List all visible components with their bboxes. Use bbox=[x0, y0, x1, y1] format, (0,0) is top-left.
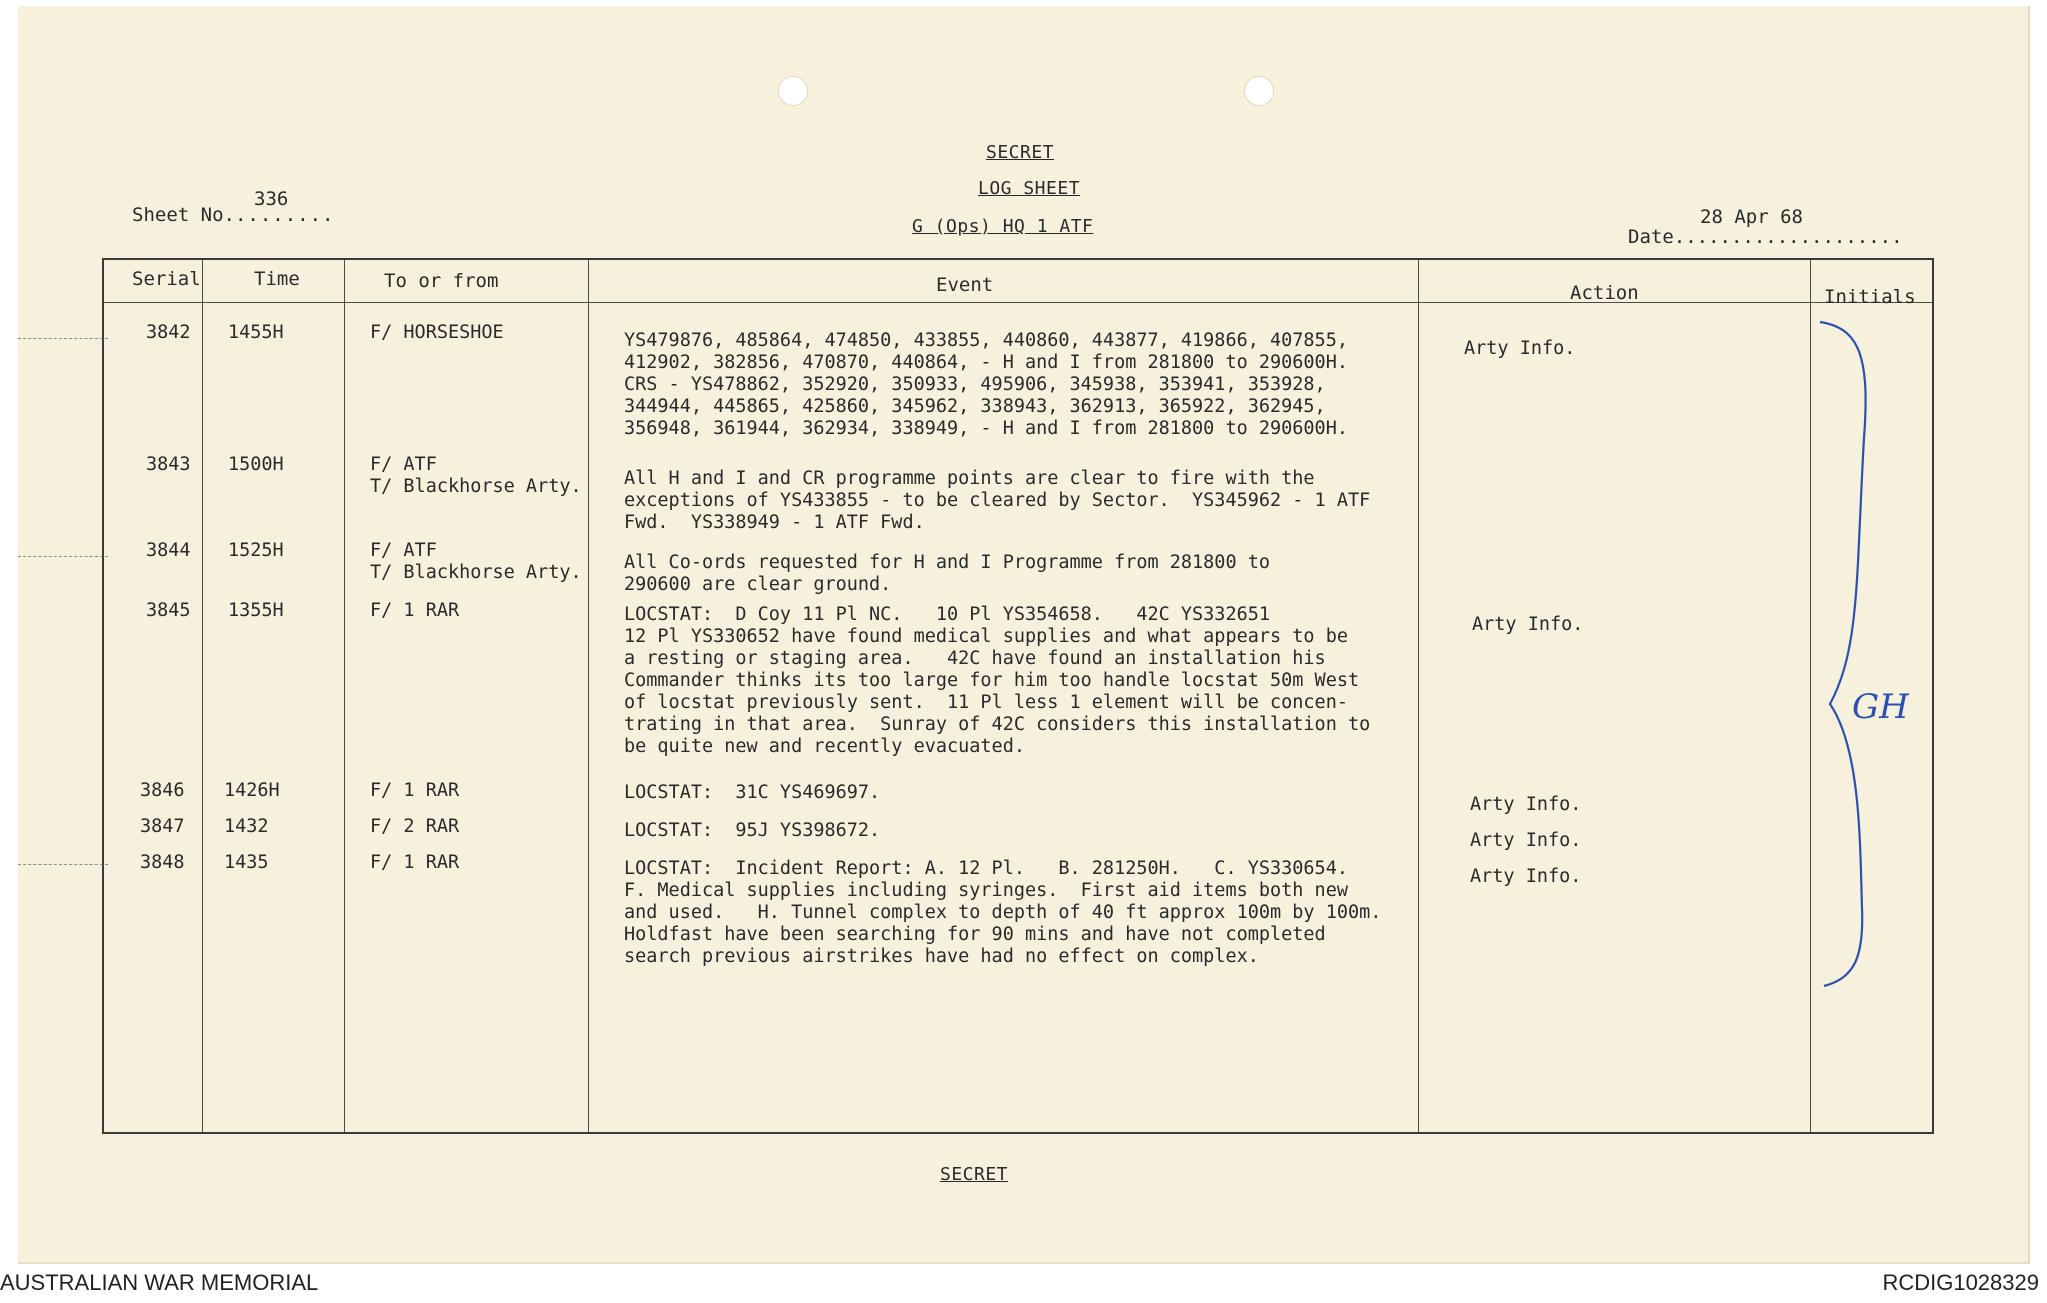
unit-title: G (Ops) HQ 1 ATF bbox=[912, 216, 1094, 237]
entry-serial: 3847 bbox=[140, 816, 185, 837]
entry-time: 1432 bbox=[224, 816, 269, 837]
entry-event: All Co-ords requested for H and I Programme from 281800 to 290600 are clear ground. bbox=[624, 552, 1271, 595]
log-table bbox=[102, 258, 1934, 1134]
col-header-serial: Serial bbox=[132, 268, 201, 290]
classification-bottom: SECRET bbox=[940, 1164, 1009, 1185]
initials-signature: GH bbox=[1852, 687, 1909, 727]
entry-serial: 3848 bbox=[140, 852, 185, 873]
entry-serial: 3845 bbox=[146, 600, 191, 621]
entry-to-from: F/ 1 RAR bbox=[370, 852, 460, 873]
col-header-initials: Initials bbox=[1824, 286, 1916, 308]
entry-serial: 3842 bbox=[146, 322, 191, 343]
entry-action: Arty Info. bbox=[1470, 794, 1582, 815]
classification-top: SECRET bbox=[986, 142, 1055, 163]
entry-action: Arty Info. bbox=[1470, 830, 1582, 851]
column-divider bbox=[202, 260, 203, 1132]
entry-event: LOCSTAT: Incident Report: A. 12 Pl. B. 281250H. C. YS330654. F. Medical supplies including syringes. First aid items both new and used. H. Tunnel complex to depth of 40 ft approx 100m by 100m. Holdfast have been searching for 90 mins and have not completed search previous airstrikes have had no effect on complex. bbox=[624, 858, 1382, 967]
entry-action: Arty Info. bbox=[1464, 338, 1576, 359]
entry-time: 1525H bbox=[228, 540, 284, 561]
archive-credit: AUSTRALIAN WAR MEMORIAL bbox=[0, 1270, 319, 1295]
sheet-number-label bbox=[132, 204, 334, 226]
initials-brace-mark bbox=[1800, 318, 1940, 998]
margin-tick bbox=[18, 556, 108, 558]
col-header-to-from: To or from bbox=[384, 270, 499, 292]
date-label: Date. bbox=[1628, 226, 1686, 248]
doc-type-title: LOG SHEET bbox=[978, 178, 1081, 199]
column-divider bbox=[344, 260, 345, 1132]
entry-event: LOCSTAT: 31C YS469697. bbox=[624, 782, 881, 803]
margin-tick bbox=[18, 338, 108, 340]
punch-hole bbox=[778, 76, 808, 106]
entry-serial: 3843 bbox=[146, 454, 191, 475]
entry-time: 1435 bbox=[224, 852, 269, 873]
column-divider bbox=[588, 260, 589, 1132]
header-divider bbox=[104, 302, 1932, 303]
entry-event: LOCSTAT: 95J YS398672. bbox=[624, 820, 881, 841]
punch-hole bbox=[1244, 76, 1274, 106]
col-header-action: Action bbox=[1570, 282, 1639, 304]
margin-tick bbox=[18, 864, 108, 866]
sheet-number-value: 336 bbox=[254, 188, 289, 210]
col-header-event: Event bbox=[936, 274, 994, 296]
entry-event: All H and I and CR programme points are clear to fire with the exceptions of YS433855 - to be cleared by Sector. YS345962 - 1 ATF Fwd. YS338949 - 1 ATF Fwd. bbox=[624, 468, 1371, 533]
entry-time: 1355H bbox=[228, 600, 284, 621]
entry-to-from: F/ ATF T/ Blackhorse Arty. bbox=[370, 454, 582, 497]
entry-serial: 3846 bbox=[140, 780, 185, 801]
entry-serial: 3844 bbox=[146, 540, 191, 561]
entry-action: Arty Info. bbox=[1472, 614, 1584, 635]
date-value: 28 Apr 68 bbox=[1700, 206, 1803, 228]
col-header-time: Time bbox=[254, 268, 300, 290]
date-dots: ................... bbox=[1685, 226, 1903, 248]
sheet-dots: ........ bbox=[234, 204, 335, 226]
entry-event: LOCSTAT: D Coy 11 Pl NC. 10 Pl YS354658. 42C YS332651 12 Pl YS330652 have found medical supplies and what appears to be a resting or staging area. 42C have found an installation his Commander thinks its too large for him too handle locstat 50m West of locstat previously sent. 11 Pl less 1 element will be concen- trating in that area. Sunray of 42C considers this installation to be quite new and recently evacuated. bbox=[624, 604, 1371, 757]
entry-to-from: F/ 1 RAR bbox=[370, 780, 460, 801]
record-id: RCDIG1028329 bbox=[1882, 1270, 2039, 1295]
entry-time: 1500H bbox=[228, 454, 284, 475]
entry-event: YS479876, 485864, 474850, 433855, 440860, 443877, 419866, 407855, 412902, 382856, 470870, 440864, - H and I from 281800 to 290600H. CRS - YS478862, 352920, 350933, 495906, 345938, 353941, 353928, 344944, 445865, 425860, 345962, 338943, 362913, 365922, 362945, 356948, 361944, 362934, 338949, - H and I from 281800 to 290600H. bbox=[624, 330, 1348, 439]
date-label-row bbox=[1628, 226, 1903, 248]
entry-time: 1426H bbox=[224, 780, 280, 801]
entry-time: 1455H bbox=[228, 322, 284, 343]
entry-action: Arty Info. bbox=[1470, 866, 1582, 887]
entry-to-from: F/ ATF T/ Blackhorse Arty. bbox=[370, 540, 582, 583]
sheet-label: Sheet No. bbox=[132, 204, 235, 226]
entry-to-from: F/ 1 RAR bbox=[370, 600, 460, 621]
entry-to-from: F/ 2 RAR bbox=[370, 816, 460, 837]
entry-to-from: F/ HORSESHOE bbox=[370, 322, 504, 343]
